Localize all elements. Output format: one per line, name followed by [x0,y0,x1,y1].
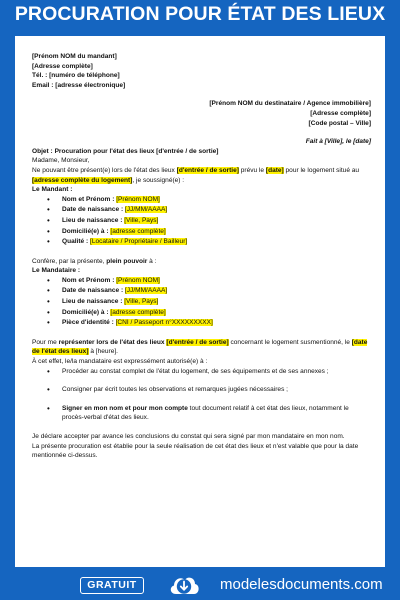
list-item: • Procéder au constat complet de l'état du logement, de ses équipements et de ses annexes ; [62,367,371,377]
title-banner [0,0,400,28]
salutation: Madame, Monsieur, [32,157,90,165]
list-item: • Nom et Prénom : [Prénom NOM] [62,195,371,206]
mandataire-list [32,276,371,329]
page-title: PROCURATION POUR ÉTAT DES LIEUX [14,3,386,25]
powers-list [32,367,371,423]
object-line: Objet : Procuration pour l'état des lieux [d'entrée / de sortie] [32,147,219,155]
sender-address: [Adresse complète] [32,62,93,70]
cloud-download-icon[interactable] [167,572,201,598]
accept-paragraph: Je déclare accepter par avance les conclusions du constat qui sera signé par mon mandataire en mon nom. [32,433,345,440]
list-item: • Domicilié(e) à : [adresse complète] [62,308,371,319]
page-fade [15,533,385,567]
confere-line: Confère, par la présente, plein pouvoir à : [32,257,157,265]
list-item: • Date de naissance : [JJ/MM/AAAA] [62,205,371,216]
represent-paragraph: Pour me représenter lors de l'état des lieux [d'entrée / de sortie] concernant le logement susmentionné, le [date de l'état des lieux] à [heure]. [32,338,368,356]
sender-block [32,52,371,90]
validity-paragraph: La présente procuration est établie pour la seule réalisation de cet état des lieux et n'est valable que pour la date mentionnée ci-dessus. [32,442,359,460]
intro-paragraph: Ne pouvant être présent(e) lors de l'état des lieux [d'entrée / de sortie] prévu le [date] pour le logement situé au [adresse complète du logement], je soussigné(e) : [32,166,360,184]
list-item: • Consigner par écrit toutes les observations et remarques jugées nécessaires ; [62,385,371,395]
recipient-block [32,99,371,128]
list-item: • Domicilié(e) à : [adresse complète] [62,227,371,238]
list-item: • Lieu de naissance : [Ville, Pays] [62,216,371,227]
sender-name: [Prénom NOM du mandant] [32,53,117,60]
list-item: • Pièce d'identité : [CNI / Passeport n°XXXXXXXXX] [62,318,371,329]
site-link[interactable]: modelesdocuments.com [220,576,383,593]
document-page [15,36,385,567]
list-item: • Date de naissance : [JJ/MM/AAAA] [62,286,371,297]
footer-bar [0,570,400,600]
mandant-list [32,195,371,248]
recipient-postal: [Code postal – Ville] [308,119,371,127]
effect-line: À cet effet, le/la mandataire est expressément autorisé(e) à : [32,358,208,366]
list-item: • Nom et Prénom : [Prénom NOM] [62,276,371,287]
sender-email: Email : [adresse électronique] [32,81,126,89]
recipient-address: [Adresse complète] [310,109,371,117]
recipient-name: [Prénom NOM du destinataire / Agence immobilière] [209,100,371,108]
mandataire-heading: Le Mandataire : [32,267,81,275]
list-item: • Lieu de naissance : [Ville, Pays] [62,297,371,308]
date-line: Fait à [Ville], le [date] [305,138,371,146]
sender-phone: Tél. : [numéro de téléphone] [32,72,120,80]
list-item: • Qualité : [Locataire / Propriétaire / Bailleur] [62,237,371,248]
list-item: • Signer en mon nom et pour mon compte tout document relatif à cet état des lieux, notamment le procès-verbal d'état des lieux. [62,404,371,423]
mandant-heading: Le Mandant : [32,186,73,194]
free-badge[interactable]: GRATUIT [80,577,144,594]
